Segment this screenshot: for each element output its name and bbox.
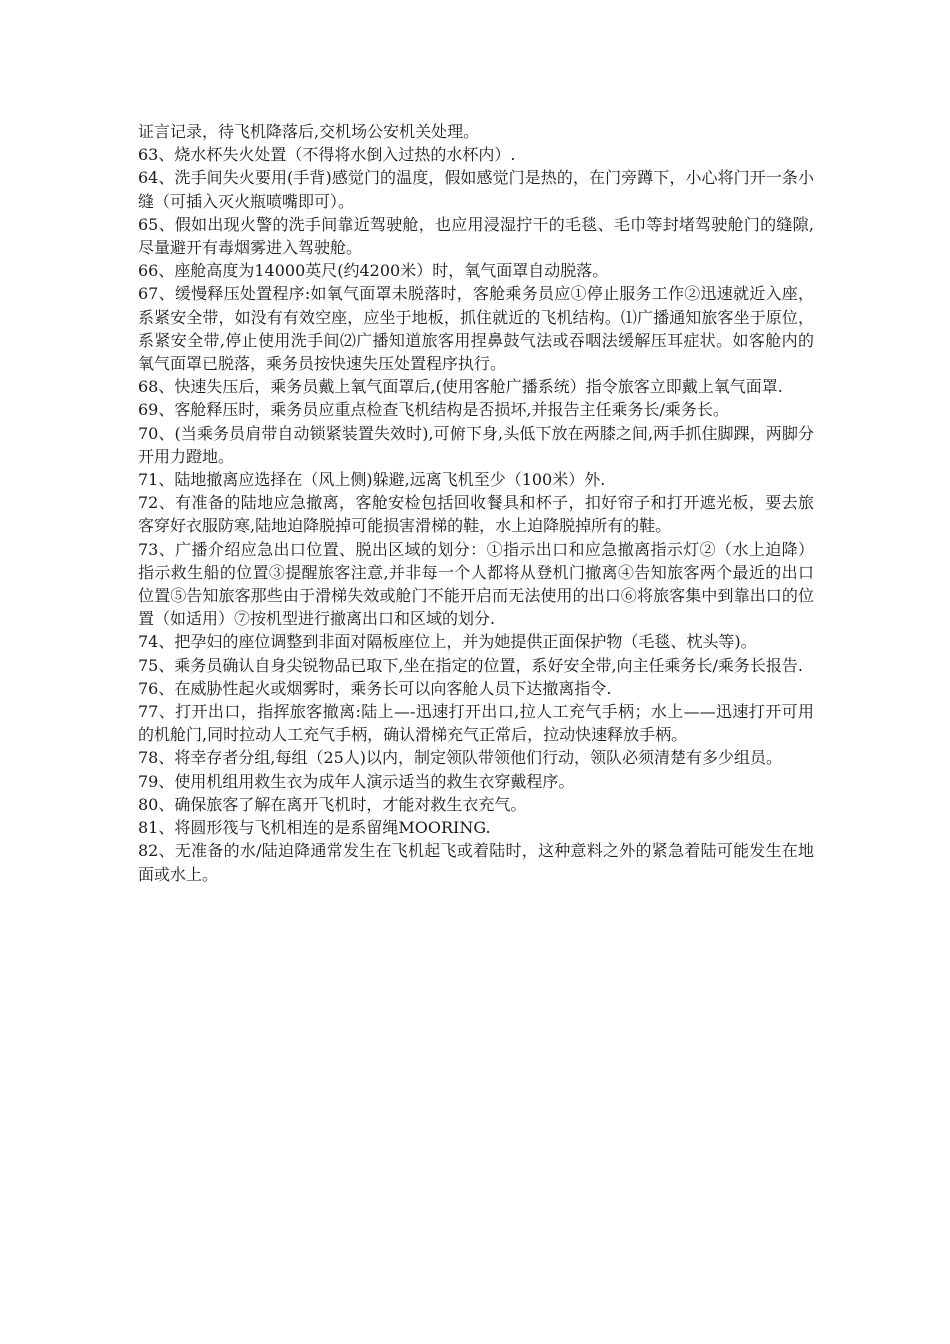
paragraph-77: 77、打开出口，指挥旅客撤离:陆上—-迅速打开出口,拉人工充气手柄；水上——迅速打开可用的机舱门,同时拉动人工充气手柄，确认滑梯充气正常后，拉动快速释放手柄。: [138, 702, 814, 745]
paragraph-68: 68、快速失压后，乘务员戴上氧气面罩后,(使用客舱广播系统）指令旅客立即戴上氧气面罩.: [138, 377, 783, 397]
paragraph-79: 79、使用机组用救生衣为成年人演示适当的救生衣穿戴程序。: [138, 771, 575, 791]
paragraph-76: 76、在威胁性起火或烟雾时，乘务长可以向客舱人员下达撤离指令.: [138, 678, 612, 698]
paragraph-67: 67、缓慢释压处置程序:如氧气面罩未脱落时，客舱乘务员应①停止服务工作②迅速就近入座，系紧安全带，如没有有效空座，应坐于地板，抓住就近的飞机结构。⑴广播通知旅客坐于原位，系紧安全带,停止使用洗手间⑵广播知道旅客用捏鼻鼓气法或吞咽法缓解压耳症状。如客舱内的氧气面罩已脱落，乘务员按快速失压处置程序执行。: [138, 284, 814, 374]
paragraph-66: 66、座舱高度为14000英尺(约4200米）时，氧气面罩自动脱落。: [138, 261, 609, 281]
paragraph-71: 71、陆地撤离应选择在（风上侧)躲避,远离飞机至少（100米）外.: [138, 470, 606, 490]
paragraph-74: 74、把孕妇的座位调整到非面对隔板座位上，并为她提供正面保护物（毛毯、枕头等)。: [138, 632, 757, 652]
paragraph-80: 80、确保旅客了解在离开飞机时，才能对救生衣充气。: [138, 794, 527, 814]
document-body: [138, 120, 814, 886]
paragraph-82: 82、无准备的水/陆迫降通常发生在飞机起飞或着陆时，这种意料之外的紧急着陆可能发生在地面或水上。: [138, 841, 814, 884]
paragraph-63: 63、烧水杯失火处置（不得将水倒入过热的水杯内）.: [138, 145, 516, 165]
paragraph-65: 65、假如出现火警的洗手间靠近驾驶舱，也应用浸湿拧干的毛毯、毛巾等封堵驾驶舱门的缝隙,尽量避开有毒烟雾进入驾驶舱。: [138, 214, 814, 258]
paragraph-78: 78、将幸存者分组,每组（25人)以内，制定领队带领他们行动，领队必须清楚有多少组员。: [138, 748, 783, 768]
paragraph-70: 70、(当乘务员肩带自动锁紧装置失效时),可俯下身,头低下放在两膝之间,两手抓住脚踝，两脚分开用力蹬地。: [138, 423, 814, 466]
paragraph-64: 64、洗手间失火要用(手背)感觉门的温度，假如感觉门是热的，在门旁蹲下，小心将门开一条小缝（可插入灭火瓶喷嘴即可）。: [138, 168, 814, 211]
paragraph-75: 75、乘务员确认自身尖锐物品已取下,坐在指定的位置，系好安全带,向主任乘务长/乘务长报告.: [138, 655, 804, 675]
paragraph-81: 81、将圆形筏与飞机相连的是系留绳MOORING.: [138, 818, 491, 838]
paragraph-73: 73、广播介绍应急出口位置、脱出区域的划分：①指示出口和应急撤离指示灯②（水上迫降）指示救生船的位置③提醒旅客注意,并非每一个人都将从登机门撤离④告知旅客两个最近的出口位置⑤告知旅客那些由于滑梯失效或舱门不能开启而无法使用的出口⑥将旅客集中到靠出口的位置（如适用）⑦按机型进行撤离出口和区域的划分.: [138, 539, 814, 629]
paragraph-continuation: 证言记录，待飞机降落后,交机场公安机关处理。: [138, 122, 480, 141]
paragraph-69: 69、客舱释压时，乘务员应重点检查飞机结构是否损坏,并报告主任乘务长/乘务长。: [138, 400, 729, 420]
paragraph-72: 72、有准备的陆地应急撤离，客舱安检包括回收餐具和杯子，扣好帘子和打开遮光板，要去旅客穿好衣服防寒,陆地迫降脱掉可能损害滑梯的鞋，水上迫降脱掉所有的鞋。: [138, 493, 814, 536]
